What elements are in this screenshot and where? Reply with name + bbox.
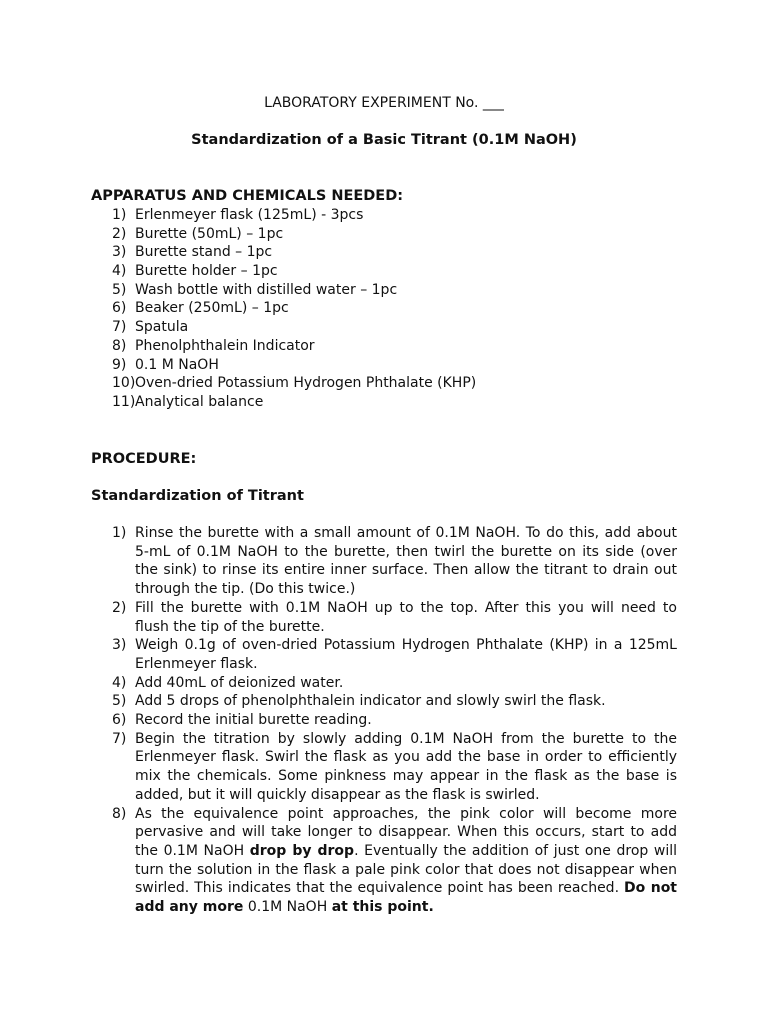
step-number: 8) (112, 805, 127, 822)
procedure-step (112, 805, 677, 917)
item-number: 11) (112, 393, 136, 410)
emphasis-drop-by-drop: drop by drop (249, 842, 355, 859)
experiment-subtitle: Standardization of a Basic Titrant (0.1M NaOH) (191, 132, 577, 148)
procedure-step (112, 599, 677, 636)
item-text: Erlenmeyer flask (125mL) - 3pcs (135, 207, 364, 223)
experiment-title: LABORATORY EXPERIMENT No. ___ (264, 95, 504, 111)
item-number: 10) (112, 375, 136, 392)
item-number: 6) (112, 300, 127, 317)
item-number: 2) (112, 225, 127, 242)
step-text-part: . Eventually the addition of just one drop will turn the solution in the flask a pale pink color that does not disappear when swirled. This indicates that the equivalence point has been reached. (135, 842, 677, 897)
item-text: Burette stand – 1pc (135, 244, 273, 261)
item-number: 1) (112, 207, 127, 223)
item-number: 9) (112, 356, 127, 373)
list-item (112, 337, 476, 356)
item-number: 5) (112, 281, 127, 298)
item-number: 7) (112, 319, 127, 336)
item-text: Beaker (250mL) – 1pc (135, 300, 289, 317)
step-text: Weigh 0.1g of oven-dried Potassium Hydrogen Phthalate (KHP) in a 125mL Erlenmeyer flask. (135, 637, 677, 672)
step-text: Add 5 drops of phenolphthalein indicator and slowly swirl the flask. (135, 693, 606, 710)
apparatus-list (112, 206, 476, 412)
procedure-list (112, 524, 677, 917)
step-text: Record the initial burette reading. (135, 712, 372, 729)
list-item (112, 243, 476, 262)
section-heading: Standardization of Titrant (91, 488, 304, 504)
item-number: 8) (112, 337, 127, 354)
step-text: Fill the burette with 0.1M NaOH up to the top. After this you will need to flush the tip of the burette. (135, 599, 677, 635)
list-item (112, 356, 476, 375)
item-text: Oven-dried Potassium Hydrogen Phthalate (KHP) (135, 375, 477, 392)
emphasis-at-this-point: at this point. (331, 899, 434, 916)
procedure-step (112, 730, 677, 805)
list-item (112, 318, 476, 337)
procedure-step (112, 674, 677, 693)
step-number: 4) (112, 674, 127, 691)
procedure-step (112, 711, 677, 730)
list-item (112, 374, 476, 393)
step-number: 5) (112, 693, 127, 710)
step-number: 1) (112, 525, 127, 541)
step-text: Add 40mL of deionized water. (135, 674, 344, 691)
list-item (112, 393, 476, 412)
item-text: Analytical balance (135, 393, 264, 410)
procedure-step (112, 636, 677, 673)
list-item (112, 299, 476, 318)
step-text: Begin the titration by slowly adding 0.1M NaOH from the burette to the Erlenmeyer flask. Swirl the flask as you add the base in order to efficiently mix the chemicals. Some pinkness may appear in the flask as the base is added, but it will quickly disappear as the flask is swirled. (135, 730, 677, 803)
procedure-step (112, 692, 677, 711)
step-number: 3) (112, 637, 127, 654)
step-text: Rinse the burette with a small amount of 0.1M NaOH. To do this, add about 5-mL of 0.1M NaOH to the burette, then twirl the burette on its side (over the sink) to rinse its entire inner surface. Then allow the titrant to drain out through the tip. (Do this twice.) (135, 525, 677, 598)
emphasis-do-not-add: Do not add any more (135, 880, 678, 916)
item-text: 0.1 M NaOH (135, 356, 219, 373)
step-number: 6) (112, 712, 127, 729)
list-item (112, 281, 476, 300)
item-text: Burette (50mL) – 1pc (135, 225, 284, 242)
step-number: 2) (112, 599, 127, 616)
procedure-heading: PROCEDURE: (91, 451, 197, 467)
apparatus-heading: APPARATUS AND CHEMICALS NEEDED: (91, 188, 404, 204)
step-text (135, 805, 677, 917)
item-text: Wash bottle with distilled water – 1pc (135, 281, 398, 298)
item-text: Phenolphthalein Indicator (135, 337, 315, 354)
item-number: 3) (112, 244, 127, 261)
item-text: Spatula (135, 319, 189, 336)
step-text-part: As the equivalence point approaches, the pink color will become more pervasive and will take longer to disappear. When this occurs, start to add the 0.1M NaOH (135, 805, 677, 859)
procedure-step (112, 524, 677, 599)
step-text-part: 0.1M NaOH (243, 899, 332, 916)
item-text: Burette holder – 1pc (135, 263, 278, 280)
item-number: 4) (112, 263, 127, 280)
list-item (112, 206, 476, 225)
list-item (112, 225, 476, 244)
list-item (112, 262, 476, 281)
step-number: 7) (112, 730, 127, 747)
